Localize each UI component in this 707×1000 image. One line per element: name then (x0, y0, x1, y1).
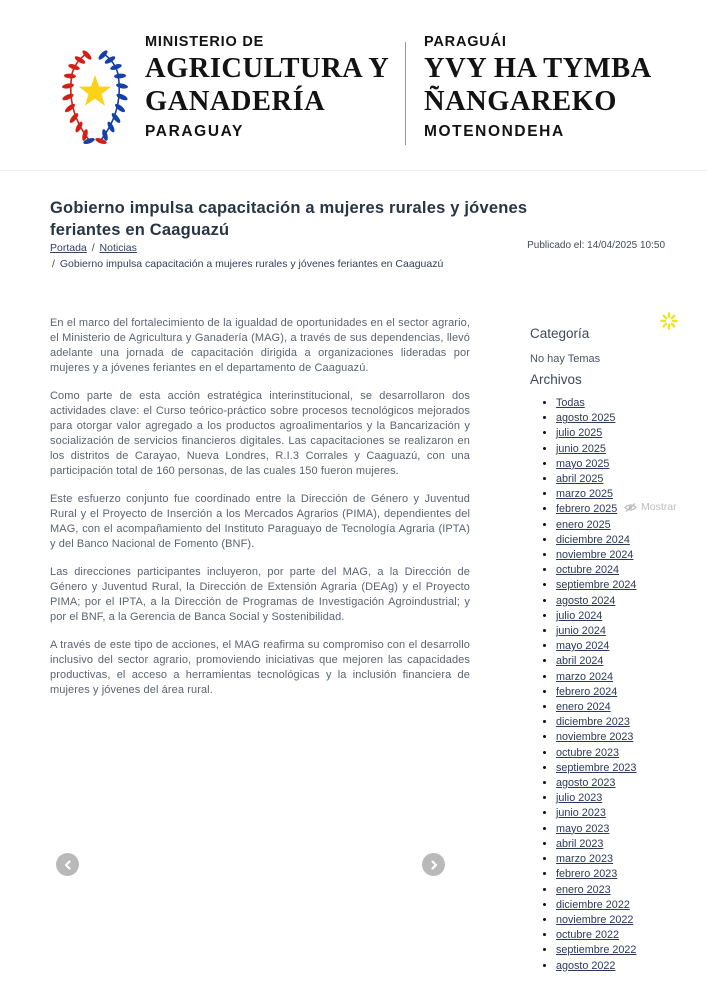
archive-item (556, 654, 636, 669)
logo-line-paraguay: PARAGUAY (145, 123, 244, 140)
archive-link-agosto-2025[interactable]: agosto 2025 (556, 412, 616, 425)
article-paragraph: A través de este tipo de acciones, el MAG reafirma su compromiso con el desarrollo inclusivo del sector agrario, promoviendo iniciativas que mejoren las capacidades productivas, el acceso a herramientas tecnológicas y la inclusión financiera de mujeres y jóvenes del área rural. (50, 639, 470, 696)
breadcrumb-section-link[interactable]: Noticias (99, 242, 137, 254)
logo-line-ministerio: MINISTERIO DE (145, 34, 265, 50)
archive-item (556, 609, 636, 624)
archive-item (556, 639, 636, 654)
archives-heading: Archivos (530, 372, 582, 387)
published-date: Publicado el: 14/04/2025 10:50 (527, 240, 665, 251)
archive-link-enero-2023[interactable]: enero 2023 (556, 883, 611, 896)
archive-item (556, 457, 636, 472)
archive-link-noviembre-2024[interactable]: noviembre 2024 (556, 549, 634, 562)
archive-item (556, 943, 636, 958)
archive-item (556, 837, 636, 852)
loading-spinner-icon (660, 312, 678, 335)
archive-item (556, 867, 636, 882)
logo-line-paraguai: PARAGUÁI (424, 34, 507, 50)
archive-item (556, 624, 636, 639)
breadcrumb (50, 240, 450, 272)
archive-link-marzo-2025[interactable]: marzo 2025 (556, 488, 614, 501)
mag-logo[interactable] (56, 40, 134, 153)
archive-link-junio-2024[interactable]: junio 2024 (556, 625, 606, 638)
article-body (50, 316, 470, 711)
archive-link-junio-2023[interactable]: junio 2023 (556, 807, 606, 820)
archive-item (556, 411, 636, 426)
archive-link-octubre-2022[interactable]: octubre 2022 (556, 929, 620, 942)
chevron-right-icon (429, 860, 439, 870)
archive-link-abril-2023[interactable]: abril 2023 (556, 837, 604, 850)
site-header (0, 0, 707, 170)
archive-item (556, 563, 636, 578)
article-paragraph: Las direcciones participantes incluyeron, por parte del MAG, a la Dirección de Género y Juventud Rural, la Dirección de Extensión Agraria (DEAg) y el Proyecto PIMA; por el IPTA, a la Dirección de Programas de Investigación Agroindustrial; y por el BNF, a la Gerencia de Banca Social y Sostenibilidad. (50, 566, 470, 623)
archive-item (556, 928, 636, 943)
archive-item (556, 715, 636, 730)
archive-link-febrero-2023[interactable]: febrero 2023 (556, 868, 618, 881)
archive-link-septiembre-2023[interactable]: septiembre 2023 (556, 761, 637, 774)
breadcrumb-separator: / (91, 242, 95, 254)
archive-link-marzo-2023[interactable]: marzo 2023 (556, 853, 614, 866)
mostrar-overlay[interactable] (618, 499, 680, 515)
archive-item (556, 852, 636, 867)
archive-item (556, 426, 636, 441)
archive-link-abril-2025[interactable]: abril 2025 (556, 473, 604, 486)
archive-link-diciembre-2023[interactable]: diciembre 2023 (556, 716, 630, 729)
article-paragraph: Como parte de esta acción estratégica interinstitucional, se desarrollaron dos actividades clave: el Curso teórico-práctico sobre procesos tecnológicos mejorados para otorgar valor agregado a los productos agroalimentarios y la Bancarización y socialización de servicios financieros digitales. Las capacitaciones se realizaron en los distritos de Carayao, Nueva Londres, R.I.3 Corrales y Caaguazú, con una participación total de 160 personas, de las cuales 150 fueron mujeres. (50, 390, 470, 477)
paraguay-emblem-icon (56, 40, 134, 148)
star-icon (79, 75, 111, 106)
archive-item (556, 761, 636, 776)
archive-item (556, 822, 636, 837)
breadcrumb-home-link[interactable]: Portada (50, 242, 87, 254)
archive-item (556, 685, 636, 700)
archive-link-agosto-2023[interactable]: agosto 2023 (556, 777, 616, 790)
archive-item (556, 959, 636, 974)
archive-link-diciembre-2022[interactable]: diciembre 2022 (556, 898, 630, 911)
previous-article-button[interactable] (56, 853, 79, 876)
archive-item (556, 730, 636, 745)
logo-line-motenondeha: MOTENONDEHA (424, 123, 565, 140)
chevron-left-icon (63, 860, 73, 870)
archive-link-agosto-2022[interactable]: agosto 2022 (556, 959, 616, 972)
logo-text-spanish (145, 32, 389, 144)
archive-item (556, 700, 636, 715)
logo-line-nangareko: ÑANGAREKO (424, 86, 617, 117)
archive-link-febrero-2024[interactable]: febrero 2024 (556, 685, 618, 698)
archive-link-agosto-2024[interactable]: agosto 2024 (556, 594, 616, 607)
breadcrumb-separator-2: / (52, 258, 55, 270)
archive-link-marzo-2024[interactable]: marzo 2024 (556, 670, 614, 683)
archive-link-diciembre-2024[interactable]: diciembre 2024 (556, 533, 630, 546)
archive-link-noviembre-2022[interactable]: noviembre 2022 (556, 913, 634, 926)
archives-list (530, 396, 636, 974)
archive-link-enero-2024[interactable]: enero 2024 (556, 701, 611, 714)
archive-link-octubre-2023[interactable]: octubre 2023 (556, 746, 620, 759)
archive-item (556, 670, 636, 685)
archive-item (556, 442, 636, 457)
archive-link-enero-2025[interactable]: enero 2025 (556, 518, 611, 531)
archive-item (556, 913, 636, 928)
archive-link-septiembre-2024[interactable]: septiembre 2024 (556, 579, 637, 592)
archive-link-abril-2024[interactable]: abril 2024 (556, 655, 604, 668)
archive-item (556, 898, 636, 913)
logo-line-yvy: YVY HA TYMBA (424, 53, 652, 84)
header-divider (0, 170, 707, 171)
eye-off-icon (624, 502, 637, 513)
breadcrumb-current: Gobierno impulsa capacitación a mujeres rurales y jóvenes feriantes en Caaguazú (59, 258, 444, 270)
page-title: Gobierno impulsa capacitación a mujeres rurales y jóvenes feriantes en Caaguazú (50, 199, 528, 240)
archive-link-noviembre-2023[interactable]: noviembre 2023 (556, 731, 634, 744)
archive-item (556, 533, 636, 548)
archive-item (556, 472, 636, 487)
article-paragraph: En el marco del fortalecimiento de la igualdad de oportunidades en el sector agrario, el Ministerio de Agricultura y Ganadería (MAG), a través de sus dependencias, llevó adelante una jornada de capacitación dirigida a organizaciones lideradas por mujeres y a jóvenes feriantes en el departamento de Caaguazú. (50, 317, 470, 374)
archive-item (556, 396, 636, 411)
archive-item (556, 594, 636, 609)
archive-item (556, 548, 636, 563)
archive-link-julio-2023[interactable]: julio 2023 (556, 792, 603, 805)
archive-item (556, 518, 636, 533)
article-paragraph: Este esfuerzo conjunto fue coordinado entre la Dirección de Género y Juventud Rural y el Proyecto de Inserción a los Mercados Agrarios (PIMA), dependientes del MAG, con el acompañamiento del Instituto Paraguayo de Tecnología Agraria (IPTA) y del Banco Nacional de Fomento (BNF). (50, 493, 470, 550)
archive-link-junio-2025[interactable]: junio 2025 (556, 442, 606, 455)
archive-item (556, 806, 636, 821)
archive-link-febrero-2025[interactable]: febrero 2025 (556, 503, 618, 516)
archive-item (556, 883, 636, 898)
archive-item (556, 791, 636, 806)
archive-item (556, 776, 636, 791)
archive-link-Todas[interactable]: Todas (556, 397, 585, 409)
logo-divider (405, 42, 406, 145)
archive-link-octubre-2024[interactable]: octubre 2024 (556, 564, 620, 577)
logo-line-ganaderia: GANADERÍA (145, 86, 326, 117)
mostrar-label: Mostrar (641, 501, 677, 513)
archive-link-julio-2024[interactable]: julio 2024 (556, 609, 603, 622)
archive-link-septiembre-2022[interactable]: septiembre 2022 (556, 944, 637, 957)
archive-item (556, 746, 636, 761)
logo-text-guarani (424, 32, 652, 144)
category-empty-text: No hay Temas (530, 353, 601, 365)
archive-link-mayo-2025[interactable]: mayo 2025 (556, 457, 610, 470)
archive-link-mayo-2023[interactable]: mayo 2023 (556, 822, 610, 835)
archive-link-mayo-2024[interactable]: mayo 2024 (556, 640, 610, 653)
category-heading: Categoría (530, 326, 590, 341)
archive-item (556, 578, 636, 593)
logo-line-agricultura: AGRICULTURA Y (145, 53, 390, 84)
next-article-button[interactable] (422, 853, 445, 876)
archive-link-julio-2025[interactable]: julio 2025 (556, 427, 603, 440)
